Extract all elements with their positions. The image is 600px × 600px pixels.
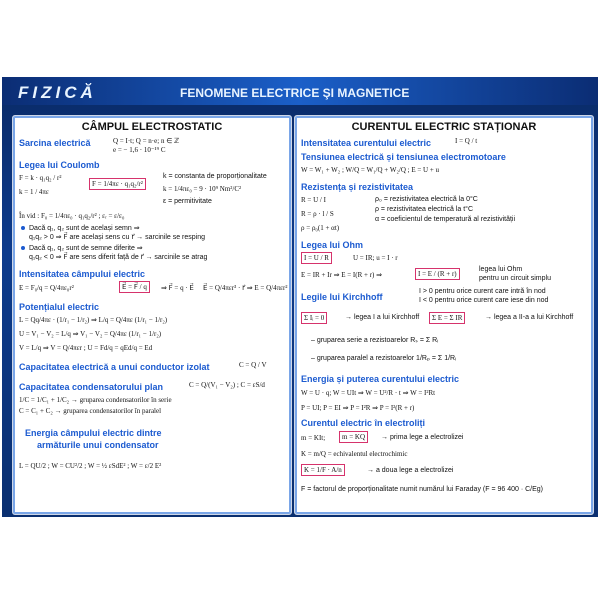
subject-title: FIZICĂ xyxy=(18,83,97,102)
right-panel xyxy=(294,115,594,515)
text: pentru un circuit simplu xyxy=(479,275,551,282)
text: legea lui Ohm xyxy=(479,266,523,273)
formula: E = IR + Ir ⇒ E = I(R + r) ⇒ xyxy=(301,271,382,279)
heading-kirchhoff: Legile lui Kirchhoff xyxy=(301,292,383,302)
formula: W = U · q; W = UIt ⇒ W = U²/R · t ⇒ W = I²Rt xyxy=(301,389,436,397)
heading-electroliza: Curentul electric în electroliți xyxy=(301,418,426,428)
text: Dacă q₁, q₂ sunt de același semn ⇒ xyxy=(29,225,140,232)
heading-potential: Potențialul electric xyxy=(19,302,100,312)
field-formula-box: E⃗ = F⃗ / q xyxy=(119,281,150,293)
formula: e = − 1,6 · 10⁻¹⁹ C xyxy=(113,146,166,154)
text: ρ₀ = rezistivitatea electrică la 0°C xyxy=(375,196,478,203)
text: q₁q₂ < 0 ⇒ F⃗ are sens diferit față de r⃗ → sarcinile se atrag xyxy=(29,254,208,261)
text: → prima lege a electrolizei xyxy=(381,434,464,441)
text: k = constanta de proporționalitate xyxy=(163,173,267,180)
left-panel xyxy=(12,115,292,515)
formula: C = Q/(V₁ − V₂) ; C = εS/d xyxy=(189,381,265,389)
formula: m = KIt; xyxy=(301,434,326,442)
heading-intensitate-curent: Intensitatea curentului electric xyxy=(301,138,432,148)
text: – gruparea serie a rezistoarelor Rₛ = Σ Rᵢ xyxy=(311,337,439,344)
coulomb-formula-box: F = 1/4πε · q₁q₂/r² xyxy=(89,178,146,190)
formula: 1/C = 1/C₁ + 1/C₂ → gruparea condensatorilor în serie xyxy=(19,396,172,404)
formula: În vid : F₀ = 1/4πε₀ · q₁q₂/r² ; εᵣ = ε/ε₀ xyxy=(19,212,125,220)
text: → legea I a lui Kirchhoff xyxy=(345,314,420,321)
ohm-circuit-box: I = E / (R + r) xyxy=(415,268,460,280)
bullet-icon xyxy=(21,226,25,230)
formula: k = 1/4πε₀ = 9 · 10⁹ Nm²/C² xyxy=(163,185,242,193)
left-panel-title: CÂMPUL ELECTROSTATIC xyxy=(81,121,223,133)
formula: ⇒ F⃗ = q · E⃗ xyxy=(161,284,194,292)
ohm-formula-box: I = U / R xyxy=(301,252,332,264)
text: I < 0 pentru orice curent care iese din nod xyxy=(419,297,549,304)
right-panel-title: CURENTUL ELECTRIC STAȚIONAR xyxy=(351,121,537,133)
heading-sarcina: Sarcina electrică xyxy=(19,138,91,148)
poster xyxy=(2,77,598,517)
formula: C = C₁ + C₂ → gruparea condensatorilor în paralel xyxy=(19,407,162,415)
bullet-icon xyxy=(21,246,25,250)
heading-ohm: Legea lui Ohm xyxy=(301,240,364,250)
formula: P = UI; P = EI ⇒ P = I²R ⇒ P = I²(R + r) xyxy=(301,404,415,412)
poster-title: FENOMENE ELECTRICE ŞI MAGNETICE xyxy=(180,86,410,100)
formula: F = k · q₁q₂ / r² xyxy=(19,174,62,182)
formula: W = W₁ + W₂ ; W/Q = W₁/Q + W₂/Q ; E = U + u xyxy=(301,166,440,174)
heading-energia: Energia și puterea curentului electric xyxy=(301,374,460,384)
text: – gruparea paralel a rezistoarelor 1/Rₚ = Σ 1/Rᵢ xyxy=(311,355,457,362)
formula: K = m/Q = echivalentul electrochimic xyxy=(301,450,408,458)
text: → a doua lege a electrolizei xyxy=(367,467,454,474)
electrolysis-1-box: m = KQ xyxy=(339,431,368,443)
formula: R = ρ · l / S xyxy=(301,210,334,218)
formula: U = V₁ − V₂ = L/q ⇒ V₁ − V₂ = Q/4πε (1/r₁ − 1/r₂) xyxy=(19,330,162,338)
heading-capacitate: Capacitatea electrică a unui conductor izolat xyxy=(19,362,210,372)
heading-intensitate: Intensitatea câmpului electric xyxy=(19,269,146,279)
text: ε = permitivitate xyxy=(163,198,212,205)
heading-tensiune: Tensiunea electrică și tensiunea electromotoare xyxy=(301,152,506,162)
text: Dacă q₁, q₂ sunt de semne diferite ⇒ xyxy=(29,245,143,252)
header-bar xyxy=(2,77,598,105)
formula: E = F₀/q = Q/4πε₀r² xyxy=(19,284,74,292)
kirchhoff-2-box: Σ E = Σ IR xyxy=(429,312,465,324)
formula: V = L/q ⇒ V = Q/4πεr ; U = Fd/q = qEd/q = Ed xyxy=(19,344,153,352)
heading-energie: Energia câmpului electric dintre xyxy=(25,428,162,438)
heading-coulomb: Legea lui Coulomb xyxy=(19,160,100,170)
text: → legea a II-a a lui Kirchhoff xyxy=(485,314,574,321)
formula: U = IR; u = I · r xyxy=(353,254,398,262)
text: F = factorul de proporționalitate numit numărul lui Faraday (F = 96 400 · C/Eg) xyxy=(301,486,544,493)
text: I > 0 pentru orice curent care intră în nod xyxy=(419,288,546,295)
formula: ρ = ρ₀(1 + αt) xyxy=(301,224,340,232)
heading-rezistenta: Rezistența și rezistivitatea xyxy=(301,182,414,192)
formula: I = Q / t xyxy=(455,137,478,145)
kirchhoff-1-box: Σ Iᵢ = 0 xyxy=(301,312,327,324)
heading-condensator: Capacitatea condensatorului plan xyxy=(19,382,164,392)
formula: E⃗ = Q/4πεr³ · r⃗ ⇒ E = Q/4πεr² xyxy=(203,284,288,292)
text: ρ = rezistivitatea electrică la t°C xyxy=(375,206,474,213)
text: α = coeficientul de temperatură al rezistivității xyxy=(375,216,516,223)
formula: k = 1 / 4πε xyxy=(19,188,49,196)
formula: C = Q / V xyxy=(239,361,267,369)
heading-energie-2: armăturile unui condensator xyxy=(37,440,159,450)
formula: R = U / I xyxy=(301,196,326,204)
electrolysis-2-box: K = 1/F · A/n xyxy=(301,464,345,476)
formula: L = Qq/4πε · (1/r₁ − 1/r₂) ⇒ L/q = Q/4πε (1/r₁ − 1/r₂) xyxy=(19,316,168,324)
text: q₁q₂ > 0 ⇒ F⃗ are același sens cu r⃗ → sarcinile se resping xyxy=(29,234,206,241)
formula: L = QU/2 ; W = CU²/2 ; W = ½ εSdE² ; W = ε/2 E² xyxy=(19,462,162,470)
formula: Q = I·t; Q = n·e; n ∈ ℤ xyxy=(113,137,180,145)
